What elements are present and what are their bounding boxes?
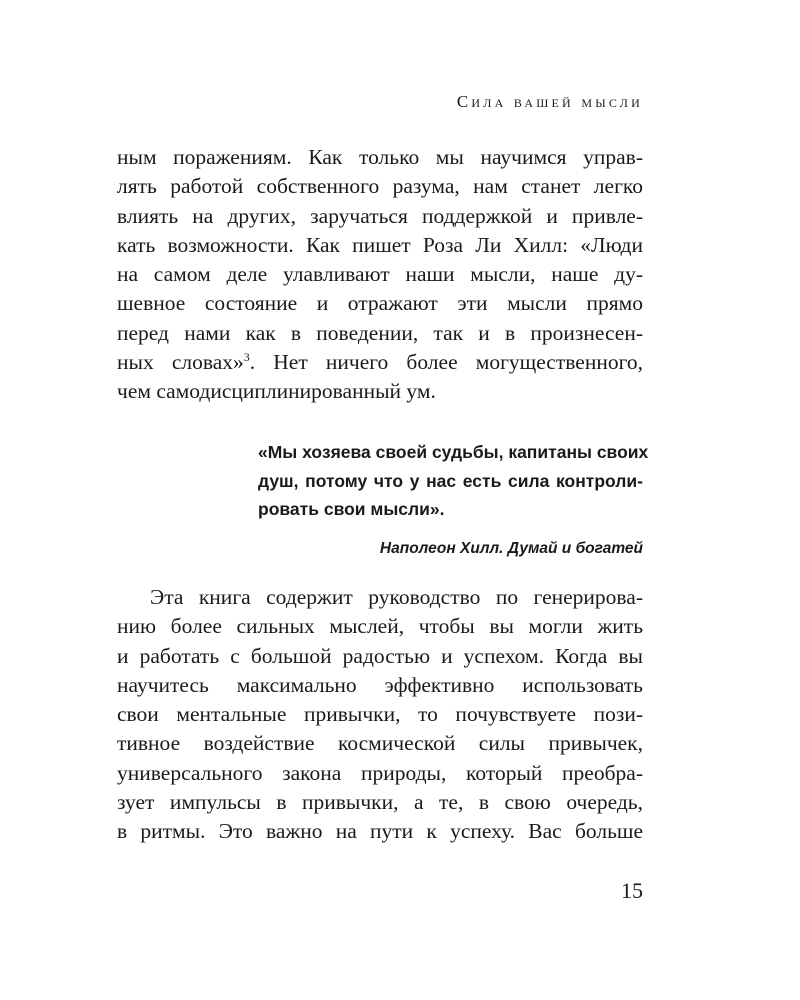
text-line: научитесь максимально эффективно использовать xyxy=(117,672,643,697)
text-line: кать возможности. Как пишет Роза Ли Хилл: «Люди xyxy=(117,232,643,257)
epigraph-quote xyxy=(258,438,649,524)
text-line: шевное состояние и отражают эти мысли прямо xyxy=(117,291,643,316)
body-paragraph-2 xyxy=(117,583,643,847)
text-fragment: . Нет ничего более могущественного, xyxy=(249,350,643,375)
text-line: и работать с большой радостью и успехом. Когда вы xyxy=(117,643,643,668)
text-line: свои ментальные привычки, то почувствуете пози- xyxy=(117,702,643,727)
footnote-marker: 3 xyxy=(243,349,250,364)
text-line: нию более сильных мыслей, чтобы вы могли жить xyxy=(117,614,643,639)
running-head: Сила вашей мысли xyxy=(456,92,643,111)
text-line: ным поражениям. Как только мы научимся управ- xyxy=(117,145,643,169)
text-line: тивное воздействие космической силы привычек, xyxy=(117,731,643,756)
text-fragment: ных словах» xyxy=(117,350,244,375)
text-line: на самом деле улавливают наши мысли, наше ду- xyxy=(117,262,643,287)
text-line: влиять на других, заручаться поддержкой и привле- xyxy=(117,203,643,228)
quote-line: ровать свои мысли». xyxy=(258,499,445,519)
text-line: чем самодисциплинированный ум. xyxy=(117,379,436,404)
text-line: универсального закона природы, который преобра- xyxy=(117,760,643,785)
text-line: Эта книга содержит руководство по генерирова- xyxy=(150,585,643,609)
quote-line: «Мы хозяева своей судьбы, капитаны своих xyxy=(258,442,649,462)
quote-line: душ, потому что у нас есть сила контроли- xyxy=(258,470,643,491)
text-line-with-footnote xyxy=(117,348,643,377)
text-line: зует импульсы в привычки, а те, в свою очередь, xyxy=(117,790,643,815)
text-line: перед нами как в поведении, так и в произнесен- xyxy=(117,320,643,345)
page-number: 15 xyxy=(621,878,643,903)
quote-attribution: Наполеон Хилл. Думай и богатей xyxy=(379,540,643,557)
text-line: в ритмы. Это важно на пути к успеху. Вас больше xyxy=(117,819,643,844)
text-line: лять работой собственного разума, нам станет легко xyxy=(117,174,643,199)
body-paragraph-1 xyxy=(117,143,643,407)
